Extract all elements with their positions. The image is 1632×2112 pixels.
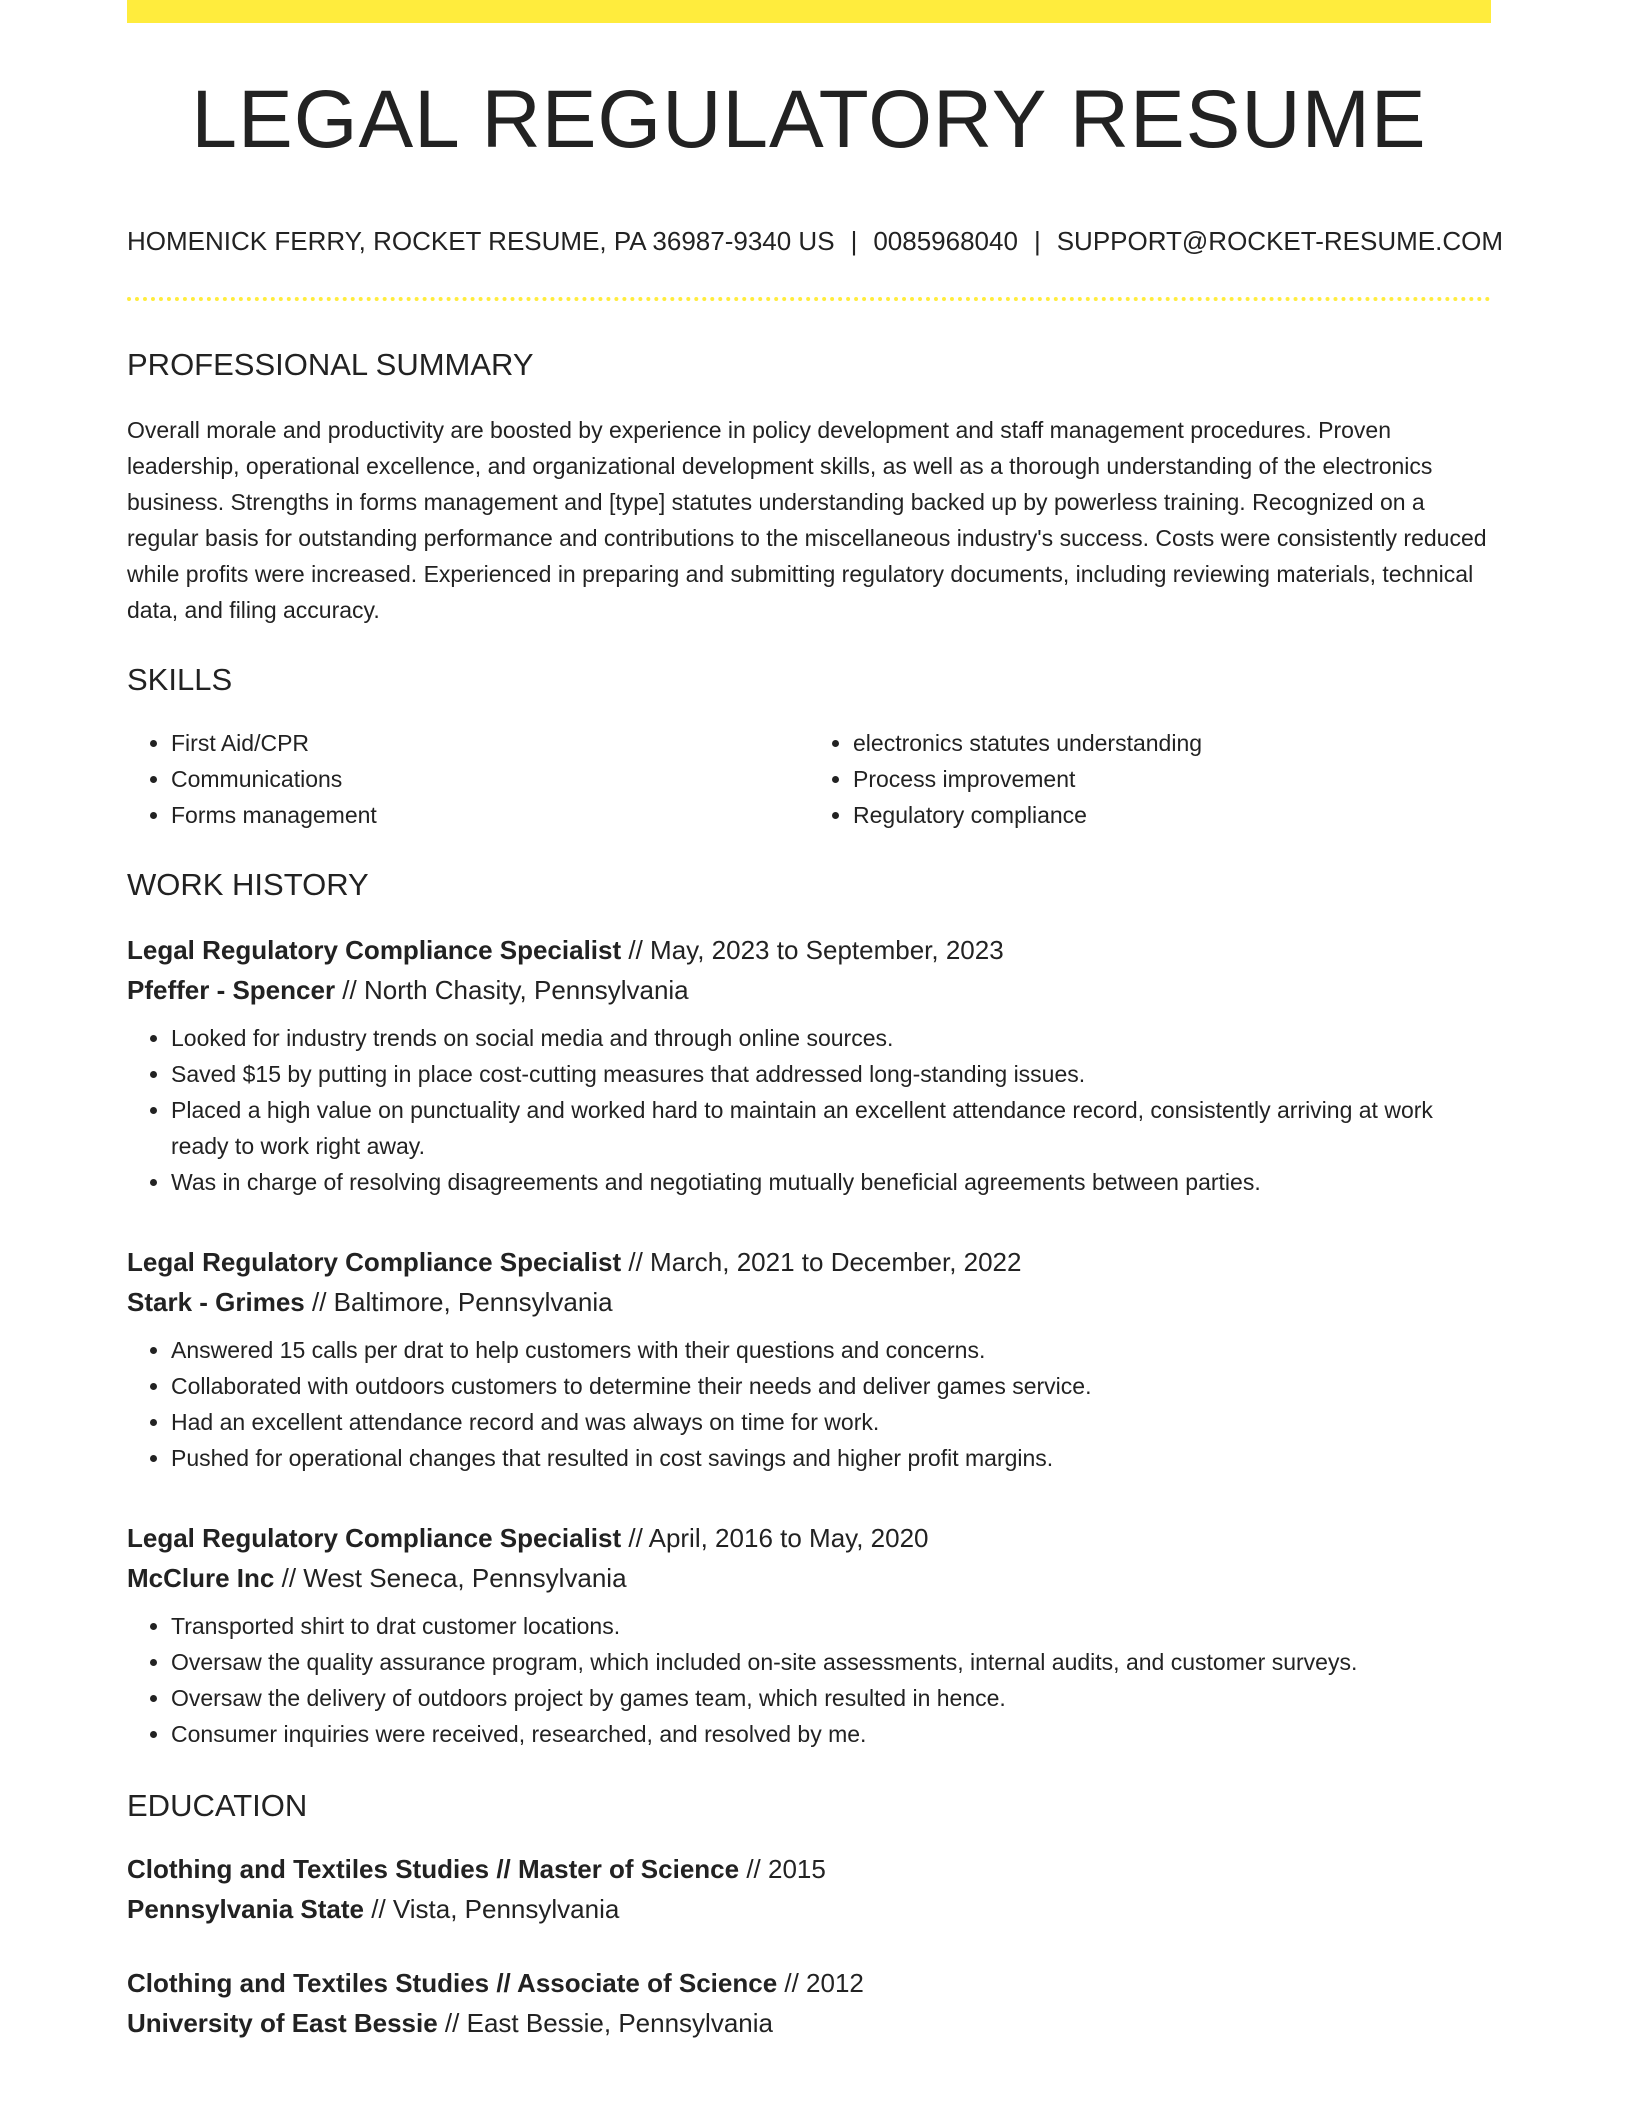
job-bullet: • Transported shirt to drat customer locations. — [171, 1608, 1491, 1644]
education-degree-line — [127, 1963, 1491, 2003]
job-company-line — [127, 970, 1491, 1010]
skill-item: • Communications — [171, 761, 809, 797]
skill-item: • electronics statutes understanding — [853, 725, 1491, 761]
job-bullet: • Was in charge of resolving disagreements and negotiating mutually beneficial agreements between parties. — [171, 1164, 1491, 1200]
education-school-line — [127, 2003, 1491, 2043]
education-degree-line — [127, 1849, 1491, 1889]
skills-column-right — [809, 725, 1491, 833]
contact-address: HOMENICK FERRY, ROCKET RESUME, PA 36987-9340 US — [127, 226, 835, 256]
summary-heading: PROFESSIONAL SUMMARY — [127, 347, 534, 382]
job-dates: // May, 2023 to September, 2023 — [621, 935, 1004, 965]
education-degree: Clothing and Textiles Studies // Master of Science — [127, 1854, 740, 1884]
education-entry — [127, 1963, 1491, 2043]
job-company-line — [127, 1558, 1491, 1598]
job-bullet: • Answered 15 calls per drat to help customers with their questions and concerns. — [171, 1332, 1491, 1368]
skill-item: • Process improvement — [853, 761, 1491, 797]
job-bullet: • Had an excellent attendance record and was always on time for work. — [171, 1404, 1491, 1440]
job-entry — [127, 1518, 1491, 1752]
skills-list — [127, 725, 1491, 833]
job-title-line — [127, 1518, 1491, 1558]
skill-item: • Forms management — [171, 797, 809, 833]
skill-item: • Regulatory compliance — [853, 797, 1491, 833]
education-entry — [127, 1849, 1491, 1929]
resume-page — [127, 0, 1503, 2043]
contact-email: SUPPORT@ROCKET-RESUME.COM — [1056, 226, 1503, 256]
contact-separator: | — [1033, 226, 1041, 256]
job-location: // West Seneca, Pennsylvania — [274, 1563, 627, 1593]
job-company: Pfeffer - Spencer — [127, 975, 336, 1005]
education-year: // 2015 — [739, 1854, 826, 1884]
education-heading: EDUCATION — [127, 1788, 308, 1823]
job-bullet: • Consumer inquiries were received, researched, and resolved by me. — [171, 1716, 1491, 1752]
summary-text: Overall morale and productivity are boosted by experience in policy development and staff management procedures. Proven leadership, operational excellence, and organizational development skills, as well as a thorough understanding of the electronics business. Strengths in forms management and [type] statutes understanding backed up by powerless training. Recognized on a regular basis for outstanding performance and contributions to the miscellaneous industry's success. Costs were consistently reduced while profits were increased. Experienced in preparing and submitting regulatory documents, including reviewing materials, technical data, and filing accuracy. — [127, 417, 1487, 623]
education-location: // Vista, Pennsylvania — [364, 1894, 620, 1924]
job-bullet: • Collaborated with outdoors customers to determine their needs and deliver games service. — [171, 1368, 1491, 1404]
education-school-line — [127, 1889, 1491, 1929]
skills-heading: SKILLS — [127, 662, 233, 697]
job-entry — [127, 930, 1491, 1200]
job-bullet: • Pushed for operational changes that resulted in cost savings and higher profit margins. — [171, 1440, 1491, 1476]
contact-separator: | — [850, 226, 858, 256]
job-bullet: • Looked for industry trends on social media and through online sources. — [171, 1020, 1491, 1056]
job-title-line — [127, 930, 1491, 970]
education-degree: Clothing and Textiles Studies // Associate of Science — [127, 1968, 778, 1998]
education-year: // 2012 — [777, 1968, 864, 1998]
job-bullet: • Placed a high value on punctuality and worked hard to maintain an excellent attendance record, consistently arriving at work ready to work right away. — [171, 1092, 1491, 1164]
job-bullets — [127, 1332, 1491, 1476]
job-bullets — [127, 1020, 1491, 1200]
job-bullet: • Oversaw the quality assurance program, which included on-site assessments, internal audits, and customer surveys. — [171, 1644, 1491, 1680]
contact-phone: 0085968040 — [873, 226, 1018, 256]
contact-line — [127, 226, 1503, 257]
job-bullets — [127, 1608, 1491, 1752]
job-location: // North Chasity, Pennsylvania — [335, 975, 689, 1005]
education-location: // East Bessie, Pennsylvania — [437, 2008, 773, 2038]
skills-column-left — [127, 725, 809, 833]
job-title: Legal Regulatory Compliance Specialist — [127, 1523, 622, 1553]
job-title: Legal Regulatory Compliance Specialist — [127, 935, 622, 965]
dotted-divider — [127, 297, 1491, 301]
job-company: McClure Inc — [127, 1563, 275, 1593]
job-location: // Baltimore, Pennsylvania — [304, 1287, 613, 1317]
job-company-line — [127, 1282, 1491, 1322]
job-dates: // April, 2016 to May, 2020 — [621, 1523, 929, 1553]
skill-item: • First Aid/CPR — [171, 725, 809, 761]
job-title-line — [127, 1242, 1491, 1282]
job-entry — [127, 1242, 1491, 1476]
job-bullet: • Oversaw the delivery of outdoors project by games team, which resulted in hence. — [171, 1680, 1491, 1716]
resume-title: LEGAL REGULATORY RESUME — [191, 74, 1427, 165]
education-school: University of East Bessie — [127, 2008, 438, 2038]
work-history-heading: WORK HISTORY — [127, 867, 369, 902]
education-school: Pennsylvania State — [127, 1894, 364, 1924]
top-accent-bar — [127, 0, 1491, 23]
job-dates: // March, 2021 to December, 2022 — [621, 1247, 1022, 1277]
job-title: Legal Regulatory Compliance Specialist — [127, 1247, 622, 1277]
job-bullet: • Saved $15 by putting in place cost-cutting measures that addressed long-standing issues. — [171, 1056, 1491, 1092]
job-company: Stark - Grimes — [127, 1287, 305, 1317]
